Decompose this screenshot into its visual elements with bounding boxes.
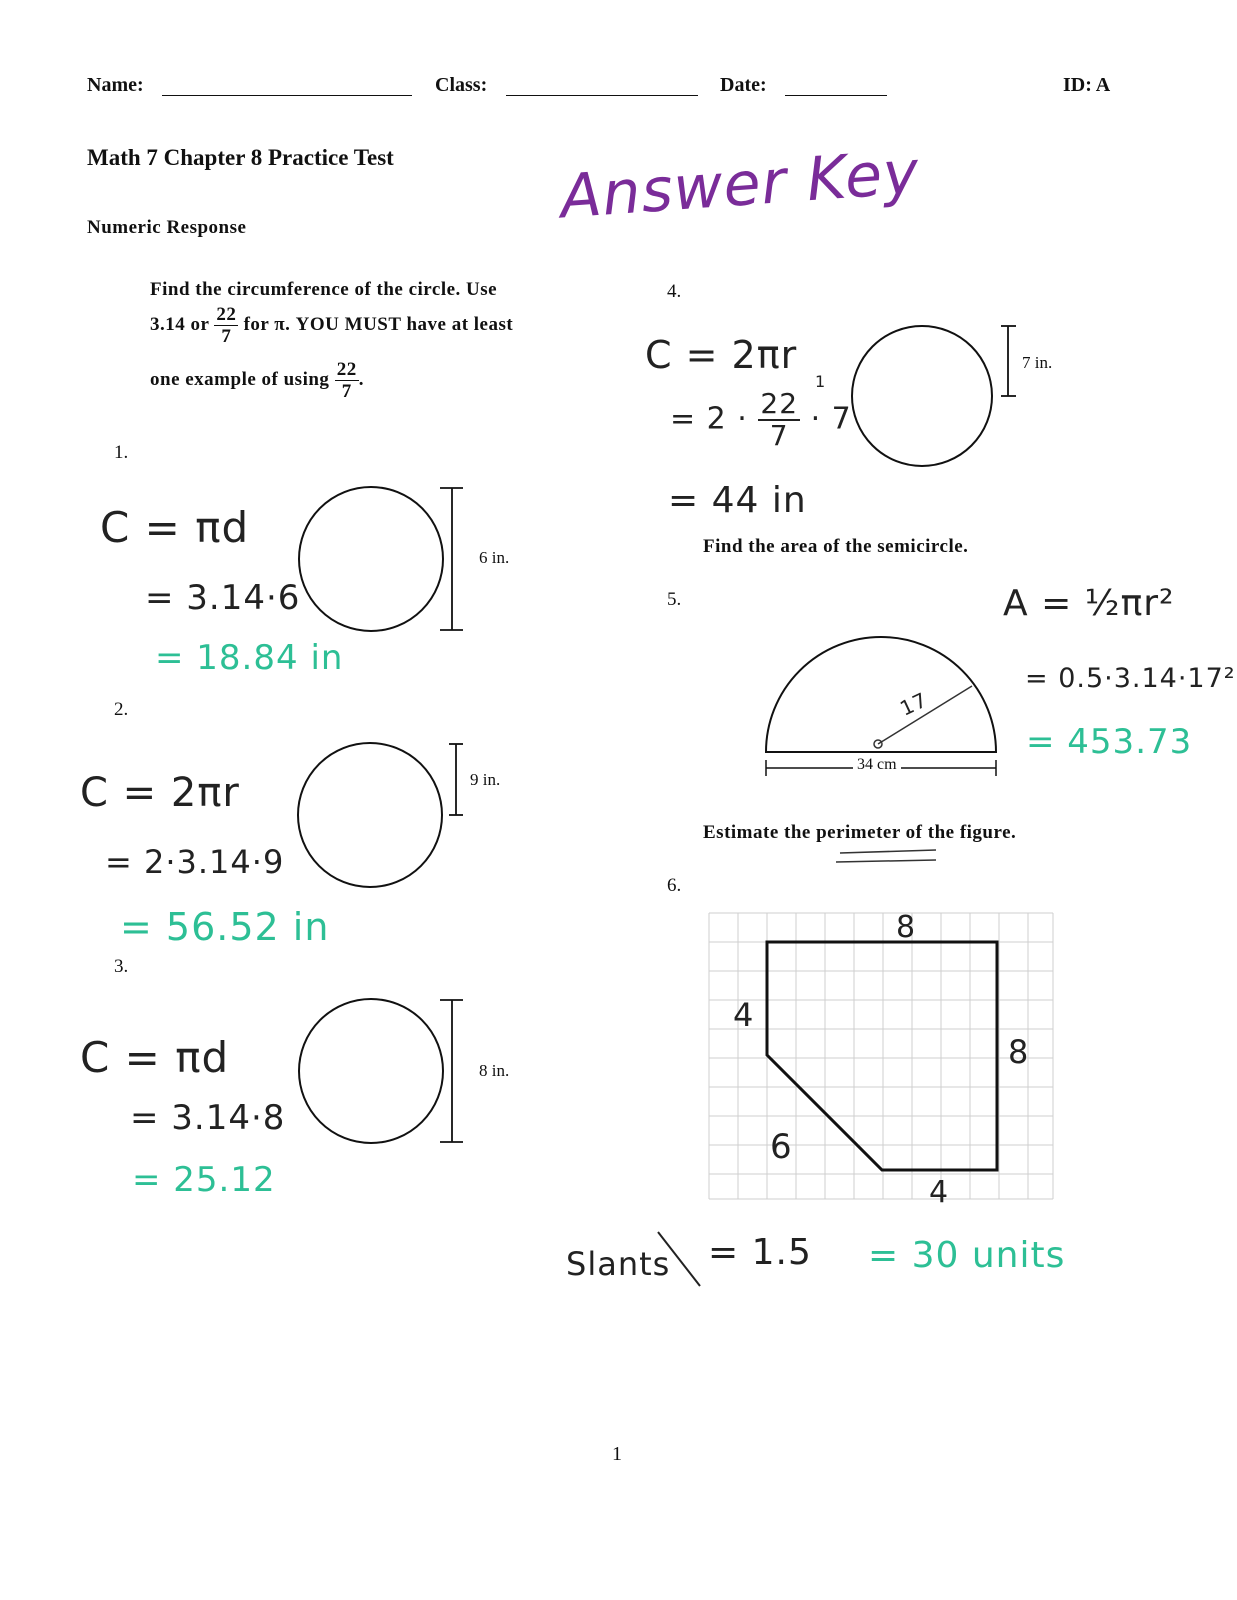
problem-3-number: 3. — [114, 956, 129, 977]
problem-4-number: 4. — [667, 281, 682, 302]
problem-4-answer: = 44 in — [668, 480, 807, 521]
problem-6-heading-post: of the figure. — [905, 822, 1017, 843]
figure-6 — [767, 942, 997, 1170]
frac-den-b: 7 — [341, 381, 352, 402]
perimeter-underline-2 — [836, 860, 936, 862]
problem-1-dim: 6 in. — [479, 548, 510, 567]
problem-4-work2-post: · 7 — [810, 401, 852, 437]
perimeter-underline-1 — [840, 850, 936, 853]
problem-3-work2: = 3.14·8 — [130, 1098, 286, 1138]
frac-num-b: 22 — [336, 359, 357, 380]
problem-6-side-left: 4 — [733, 996, 755, 1034]
problem-4-work2-pre: = 2 · — [670, 401, 748, 437]
problem-4-cancel-mark: 1 — [815, 372, 827, 391]
problem-6-side-slant: 6 — [770, 1127, 793, 1167]
instructions-period: . — [358, 368, 364, 390]
name-label: Name: — [87, 74, 144, 96]
problem-5-heading: Find the area of the semicircle. — [703, 536, 969, 557]
problem-1-answer: = 18.84 in — [155, 638, 344, 678]
problem-3-dim: 8 in. — [479, 1061, 510, 1080]
problem-4-work1: C = 2πr — [645, 333, 798, 377]
problem-4-frac-num: 22 — [760, 387, 799, 420]
problem-6-slants-value: = 1.5 — [708, 1232, 812, 1273]
radius-line-5 — [878, 686, 972, 744]
problem-2-dim: 9 in. — [470, 770, 501, 789]
problem-6-heading-pre: Estimate the — [703, 822, 811, 843]
problem-1-work2: = 3.14·6 — [145, 578, 301, 618]
date-label: Date: — [720, 74, 767, 96]
problem-5-dim: 34 cm — [853, 756, 901, 774]
problem-2-answer: = 56.52 in — [120, 905, 330, 949]
problem-4-frac-den: 7 — [769, 419, 789, 452]
class-label: Class: — [435, 74, 488, 96]
grid-6 — [709, 913, 1053, 1199]
problem-1-number: 1. — [114, 442, 129, 463]
frac-den: 7 — [221, 326, 232, 347]
problem-6-slants-note: Slants — [566, 1245, 671, 1283]
problem-3-work1: C = πd — [80, 1033, 230, 1082]
circle-2 — [298, 743, 442, 887]
problem-5-number: 5. — [667, 589, 682, 610]
instructions-pre: 3.14 or — [150, 313, 210, 335]
problem-5-work1: A = ½πr² — [1003, 583, 1175, 624]
answer-key-note: Answer Key — [557, 137, 922, 233]
frac-num: 22 — [216, 304, 237, 325]
circle-1 — [299, 487, 443, 631]
page-number: 1 — [612, 1443, 622, 1465]
circle-4 — [852, 326, 992, 466]
problem-6-side-top: 8 — [896, 910, 917, 945]
section-heading: Numeric Response — [87, 217, 247, 238]
problem-2-work2: = 2·3.14·9 — [105, 843, 285, 881]
problem-4-fraction — [758, 387, 800, 452]
problem-4-dim: 7 in. — [1022, 353, 1053, 372]
problem-3-answer: = 25.12 — [132, 1160, 276, 1200]
problem-2-work1: C = 2πr — [80, 770, 240, 816]
problem-2-number: 2. — [114, 699, 129, 720]
instructions-line1: Find the circumference of the circle. Use — [150, 279, 498, 300]
problem-5-radius-note: 17 — [896, 687, 932, 721]
problem-6-side-right: 8 — [1008, 1033, 1030, 1071]
problem-5-work2: = 0.5·3.14·17² — [1025, 663, 1236, 694]
problem-6-heading — [703, 822, 1016, 844]
problem-6-number: 6. — [667, 875, 682, 896]
problem-1-work1: C = πd — [100, 503, 250, 552]
circle-3 — [299, 999, 443, 1143]
page-title: Math 7 Chapter 8 Practice Test — [87, 145, 394, 170]
instructions-post: for π. YOU MUST have at least — [243, 313, 514, 335]
problem-5-answer: = 453.73 — [1026, 722, 1193, 762]
problem-6-side-bottom: 4 — [929, 1175, 950, 1210]
id-label: ID: A — [1063, 74, 1111, 96]
problem-6-answer: = 30 units — [868, 1235, 1066, 1276]
problem-6-heading-word: perimeter — [816, 822, 901, 843]
semicircle-5 — [766, 637, 996, 752]
problem-4-work2 — [670, 387, 852, 452]
instructions-line3-text: one example of using — [150, 368, 330, 390]
